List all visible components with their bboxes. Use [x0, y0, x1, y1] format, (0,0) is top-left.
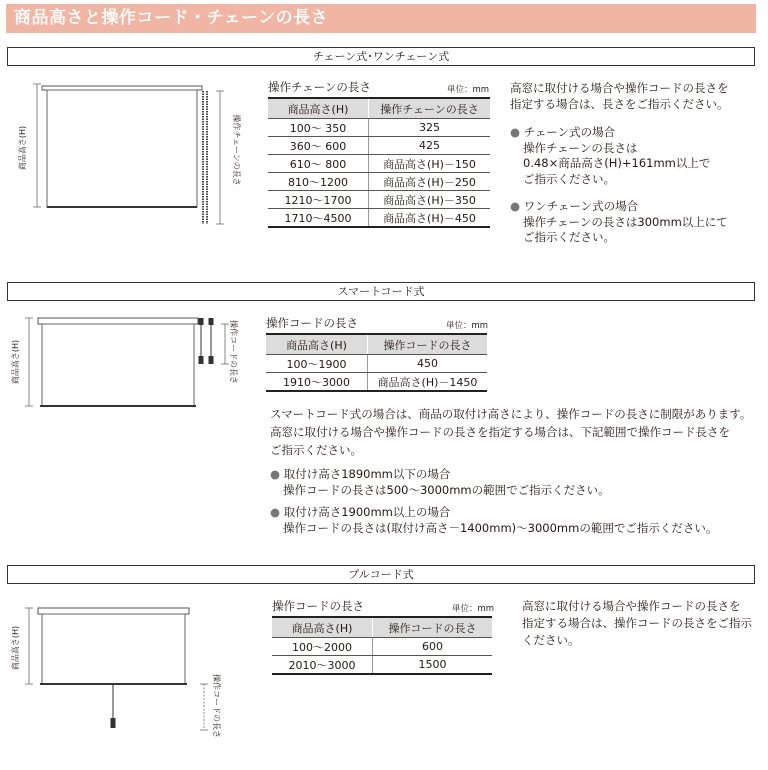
bullet-title: チェーン式の場合 — [523, 125, 616, 139]
bullet-line: 0.48×商品高さ(H)+161mm以上で — [523, 156, 711, 170]
bullet-line: 操作チェーンの長さは300mm以上にて — [523, 214, 728, 229]
bullet-dot-icon: ● — [510, 125, 521, 139]
table-row — [268, 191, 490, 209]
chain-bullet-1 — [510, 125, 710, 187]
smart-note — [270, 405, 751, 459]
note-line: ご指示ください。 — [270, 443, 362, 457]
table-row — [268, 209, 490, 228]
table-row — [268, 173, 490, 191]
table-row — [266, 355, 487, 373]
table-row — [272, 656, 492, 675]
chain-col-length: 操作チェーンの長さ — [369, 98, 491, 119]
bullet-dot-icon: ● — [270, 467, 281, 481]
smart-height-label: 商品高さ(H) — [11, 339, 20, 385]
bullet-line: 操作コードの長さは(取付け高さ－1400mm)～3000mmの範囲でご指示ください。 — [283, 521, 718, 535]
table-cell: 450 — [368, 355, 488, 373]
note-line: スマートコード式の場合は、商品の取付け高さにより、操作コードの長さに制限があります。 — [270, 407, 752, 421]
chain-bullet-2 — [510, 199, 728, 246]
table-cell: 100～1900 — [266, 355, 368, 373]
section-header-chain: チェーン式･ワンチェーン式 — [7, 47, 755, 66]
note-line: 高窓に取付ける場合や操作コードの長さを指定する場合は、下記範囲で操作コード長さを — [270, 425, 730, 439]
page-title: 商品高さと操作コード・チェーンの長さ — [6, 4, 756, 33]
section-header-pull: プルコード式 — [7, 565, 755, 584]
bullet-line: ご指示ください。 — [523, 171, 615, 186]
pull-diagram — [10, 608, 222, 738]
bullet-title: 取付け高さ1890mm以下の場合 — [283, 467, 451, 481]
table-cell: 360～ 600 — [268, 137, 369, 155]
table-row — [268, 155, 490, 173]
chain-note — [510, 80, 729, 112]
smart-col-height: 商品高さ(H) — [266, 334, 368, 355]
table-cell: 100～ 350 — [268, 119, 369, 137]
bullet-title: 取付け高さ1900mm以上の場合 — [283, 505, 451, 519]
table-cell: 商品高さ(H)－150 — [369, 155, 491, 173]
chain-table-caption: 操作チェーンの長さ — [268, 80, 371, 94]
bullet-line: ご指示ください。 — [523, 230, 615, 244]
smart-unit: 単位：mm — [446, 321, 489, 331]
table-cell: 610～ 800 — [268, 155, 369, 173]
smart-length-table — [266, 333, 487, 392]
table-cell: 325 — [369, 119, 491, 137]
pull-note — [522, 598, 752, 649]
table-row — [272, 638, 492, 656]
bullet-dot-icon: ● — [510, 199, 521, 213]
note-line: 高窓に取付ける場合や操作コードの長さを — [510, 81, 729, 95]
pull-length-table — [272, 616, 492, 675]
bullet-dot-icon: ● — [270, 505, 281, 519]
note-line: 指定する場合は、長さをご指示ください。 — [510, 97, 729, 111]
smart-table-caption: 操作コードの長さ — [266, 316, 358, 330]
note-line: 指定する場合は、操作コードの長さをご指示 — [522, 616, 752, 630]
table-cell: 600 — [373, 638, 493, 656]
chain-length-table — [268, 97, 490, 228]
table-cell: 100～2000 — [272, 638, 373, 656]
pull-height-label: 商品高さ(H) — [11, 625, 20, 671]
chain-length-label: 操作チェーンの長さ — [232, 114, 241, 186]
smart-length-label: 操作コードの長さ — [229, 320, 238, 384]
pull-unit: 単位：mm — [452, 604, 495, 614]
table-cell: 1710～4500 — [268, 209, 369, 228]
table-cell: 1210～1700 — [268, 191, 369, 209]
chain-diagram — [17, 84, 242, 224]
chain-col-height: 商品高さ(H) — [268, 98, 369, 119]
smart-bullet-2 — [270, 504, 717, 536]
table-row — [268, 119, 490, 137]
table-cell: 810～1200 — [268, 173, 369, 191]
table-cell: 1910～3000 — [266, 373, 368, 392]
smart-bullet-1 — [270, 466, 610, 498]
table-cell: 1500 — [373, 656, 493, 675]
section-header-smart: スマートコード式 — [7, 282, 755, 301]
chain-unit: 単位：mm — [447, 85, 490, 95]
chain-height-label: 商品高さ(H) — [18, 125, 27, 171]
table-cell: 商品高さ(H)－1450 — [368, 373, 488, 392]
note-line: ください。 — [522, 633, 580, 647]
pull-table-caption: 操作コードの長さ — [272, 599, 364, 613]
bullet-title: ワンチェーン式の場合 — [523, 199, 639, 213]
table-cell: 商品高さ(H)－350 — [369, 191, 491, 209]
table-cell: 商品高さ(H)－250 — [369, 173, 491, 191]
bullet-line: 操作コードの長さは500～3000mmの範囲でご指示ください。 — [283, 483, 610, 497]
table-cell: 425 — [369, 137, 491, 155]
table-cell: 商品高さ(H)－450 — [369, 209, 491, 228]
table-cell: 2010～3000 — [272, 656, 373, 675]
smart-col-length: 操作コードの長さ — [368, 334, 488, 355]
table-row — [268, 137, 490, 155]
bullet-line: 操作チェーンの長さは — [523, 140, 638, 155]
table-row — [266, 373, 487, 392]
smart-diagram — [10, 318, 239, 406]
note-line: 高窓に取付ける場合や操作コードの長さを — [522, 599, 741, 613]
pull-col-length: 操作コードの長さ — [373, 617, 493, 638]
pull-col-height: 商品高さ(H) — [272, 617, 373, 638]
pull-length-label: 操作コードの長さ — [212, 674, 221, 738]
